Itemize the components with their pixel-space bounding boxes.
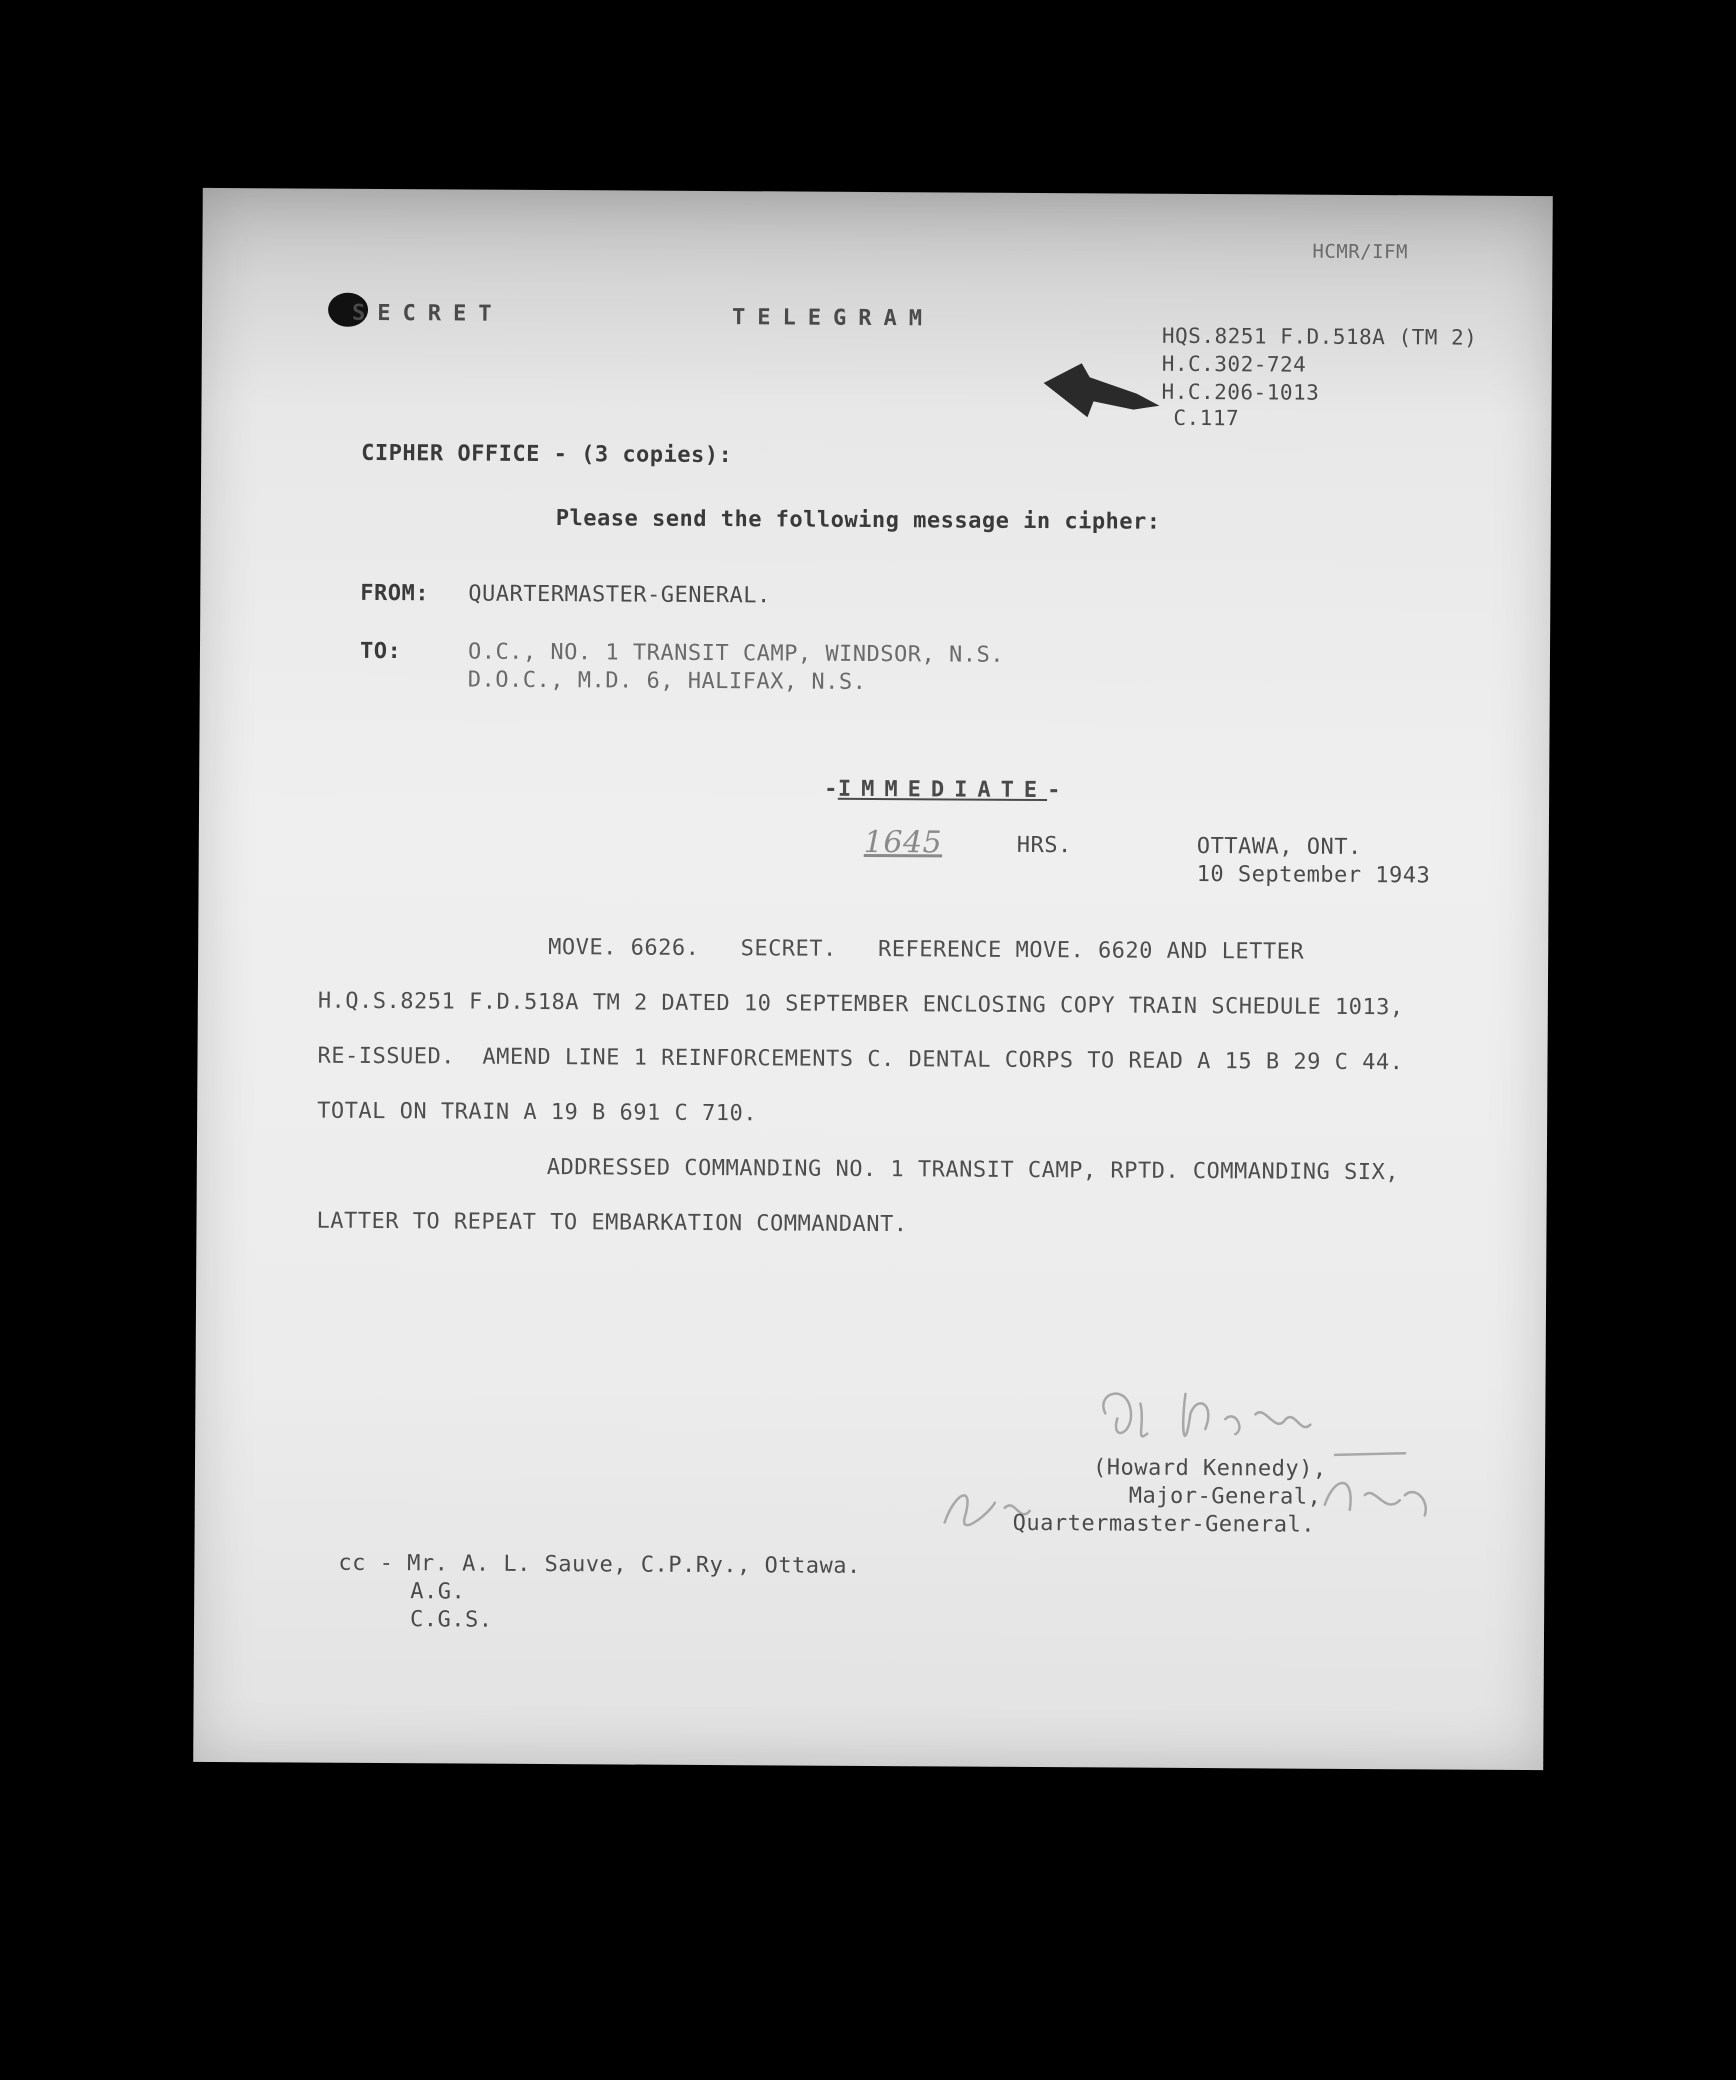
to-address-1: O.C., NO. 1 TRANSIT CAMP, WINDSOR, N.S. <box>467 639 1005 668</box>
cc-line-2: A.G. <box>410 1579 466 1605</box>
arrow-stamp-icon <box>1041 355 1161 426</box>
file-ref-4: C.117 <box>1173 405 1240 431</box>
message-line-3: RE-ISSUED. AMEND LINE 1 REINFORCEMENTS C. DENTAL CORPS TO READ A 15 B 29 C 44. <box>317 1043 1404 1076</box>
time-handwritten: 1645 <box>863 824 943 861</box>
telegram-document <box>193 188 1553 1770</box>
place: OTTAWA, ONT. <box>1196 833 1362 860</box>
file-ref-3: H.C.206-1013 <box>1161 379 1320 405</box>
message-line-5: ADDRESSED COMMANDING NO. 1 TRANSIT CAMP, RPTD. COMMANDING SIX, <box>546 1155 1400 1186</box>
file-ref-2: H.C.302-724 <box>1161 351 1307 377</box>
message-line-1: MOVE. 6626. SECRET. REFERENCE MOVE. 6620 AND LETTER <box>548 935 1305 965</box>
cc-line-1: cc - Mr. A. L. Sauve, C.P.Ry., Ottawa. <box>338 1550 861 1579</box>
secret-heading: SECRET <box>351 300 504 327</box>
priority-dash-right: - <box>1047 778 1061 804</box>
to-address-2: D.O.C., M.D. 6, HALIFAX, N.S. <box>467 667 867 695</box>
reference-initials: HCMR/IFM <box>1312 240 1409 264</box>
cc-line-3: C.G.S. <box>410 1607 493 1633</box>
to-label: TO: <box>359 638 402 665</box>
signature-rank: Major-General, <box>1128 1483 1322 1510</box>
message-line-4: TOTAL ON TRAIN A 19 B 691 C 710. <box>317 1098 758 1127</box>
message-line-2: H.Q.S.8251 F.D.518A TM 2 DATED 10 SEPTEMBER ENCLOSING COPY TRAIN SCHEDULE 1013, <box>317 988 1404 1021</box>
from-value: QUARTERMASTER-GENERAL. <box>468 581 771 609</box>
signature-title: Quartermaster-General. <box>1012 1510 1316 1538</box>
file-ref-1: HQS.8251 F.D.518A (TM 2) <box>1161 323 1478 350</box>
cipher-office: CIPHER OFFICE - (3 copies): <box>361 440 733 469</box>
priority-marking <box>769 751 1061 828</box>
priority-word: IMMEDIATE <box>837 776 1048 804</box>
date: 10 September 1943 <box>1196 861 1431 889</box>
hrs-label: HRS. <box>1016 832 1072 859</box>
cipher-instruction: Please send the following message in cipher: <box>555 506 1161 535</box>
priority-dash-left: - <box>824 776 838 802</box>
message-line-6: LATTER TO REPEAT TO EMBARKATION COMMANDANT. <box>316 1208 908 1238</box>
signature-name: (Howard Kennedy), <box>1092 1455 1327 1482</box>
telegram-heading: TELEGRAM <box>731 305 935 332</box>
from-label: FROM: <box>360 580 430 607</box>
